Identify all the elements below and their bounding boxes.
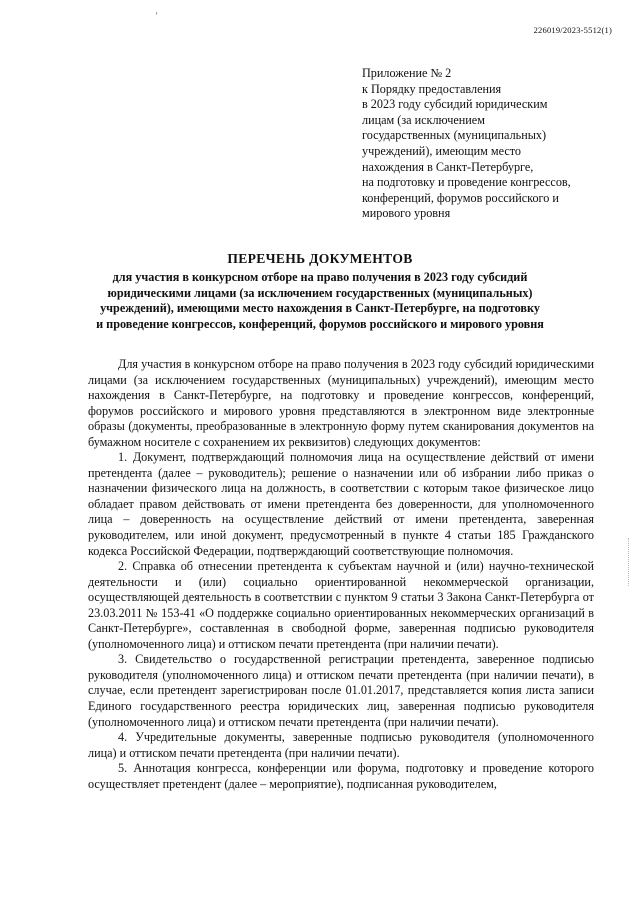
appendix-note <box>362 66 622 222</box>
scan-mark: ' <box>156 11 158 20</box>
list-item-1: 1. Документ, подтверждающий полномочия лица на осуществление действий от имени претендента (далее – руководитель); решение о назначении или об избрании либо приказ о назначении физического лица на должность, в соответствии с которым такое физическое лицо обладает правом действовать от имени претендента без доверенности, для уполномоченного лица – доверенность на осуществление действий от имени претендента, заверенная руководителем, или иной документ, предусмотренный в пункте 4 статьи 185 Гражданского кодекса Российской Федерации, подтверждающий соответствующие полномочия. <box>88 450 594 558</box>
appendix-line: в 2023 году субсидий юридическим <box>362 97 548 112</box>
margin-stamp-mark <box>628 538 630 586</box>
subtitle-line: и проведение конгрессов, конференций, форумов российского и мирового уровня <box>96 316 544 331</box>
subtitle-line: учреждений), имеющими место нахождения в Санкт-Петербурге, на подготовку <box>100 301 540 316</box>
list-item-4: 4. Учредительные документы, заверенные подписью руководителя (уполномоченного лица) и оттиском печати претендента (при наличии печати). <box>88 730 594 760</box>
subtitle-line: для участия в конкурсном отборе на право получения в 2023 году субсидий <box>112 270 528 284</box>
document-number: 226019/2023-5512(1) <box>533 25 612 35</box>
list-item-5: 5. Аннотация конгресса, конференции или форума, подготовку и проведение которого осуществляет претендент (далее – мероприятие), подписанная руководителем, <box>88 761 594 791</box>
list-item-3: 3. Свидетельство о государственной регистрации претендента, заверенное подписью руководителя (уполномоченного лица) и оттиском печати претендента (при наличии печати), в случае, если претендент зарегистрирован после 01.01.2017, представляется копия листа записи Единого государственного реестра юридических лиц, заверенная подписью руководителя (уполномоченного лица) и оттиском печати претендента (при наличии печати). <box>88 652 594 729</box>
appendix-line: государственных (муниципальных) <box>362 128 547 143</box>
appendix-line: на подготовку и проведение конгрессов, <box>362 175 571 190</box>
appendix-line: нахождения в Санкт-Петербурге, <box>362 159 534 174</box>
appendix-line: учреждений), имеющим место <box>362 143 521 158</box>
document-body <box>88 357 594 792</box>
document-title: ПЕРЕЧЕНЬ ДОКУМЕНТОВ <box>227 251 413 266</box>
appendix-line: мирового уровня <box>362 206 451 221</box>
appendix-line: к Порядку предоставления <box>362 81 502 96</box>
appendix-line: лицам (за исключением <box>362 112 485 127</box>
list-item-2: 2. Справка об отнесении претендента к субъектам научной и (или) научно-технической деятельности и (или) социально ориентированной некоммерческой организации, осуществляющей деятельность в соответствии с пунктом 9 статьи 3 Закона Санкт-Петербурга от 23.03.2011 № 153-41 «О поддержке социально ориентированных некоммерческих организаций в Санкт-Петербурге», составленная в свободной форме, заверенная подписью руководителя (уполномоченного лица) и оттиском печати претендента (при наличии печати). <box>88 559 594 651</box>
intro-paragraph: Для участия в конкурсном отборе на право получения в 2023 году субсидий юридическими лицами (за исключением государственных (муниципальных) учреждений), имеющим место нахождения в Санкт-Петербурге, на подготовку и проведение конгрессов, конференций, форумов российского и мирового уровня представляются в электронном виде электронные образы (документы, преобразованные в электронную форму путем сканирования документов на бумажном носителе с сохранением их реквизитов) следующих документов: <box>88 357 594 449</box>
subtitle-line: юридическими лицами (за исключением государственных (муниципальных) <box>107 285 533 300</box>
document-subtitle <box>0 270 640 332</box>
appendix-line: Приложение № 2 <box>362 66 452 80</box>
appendix-line: конференций, форумов российского и <box>362 190 559 205</box>
